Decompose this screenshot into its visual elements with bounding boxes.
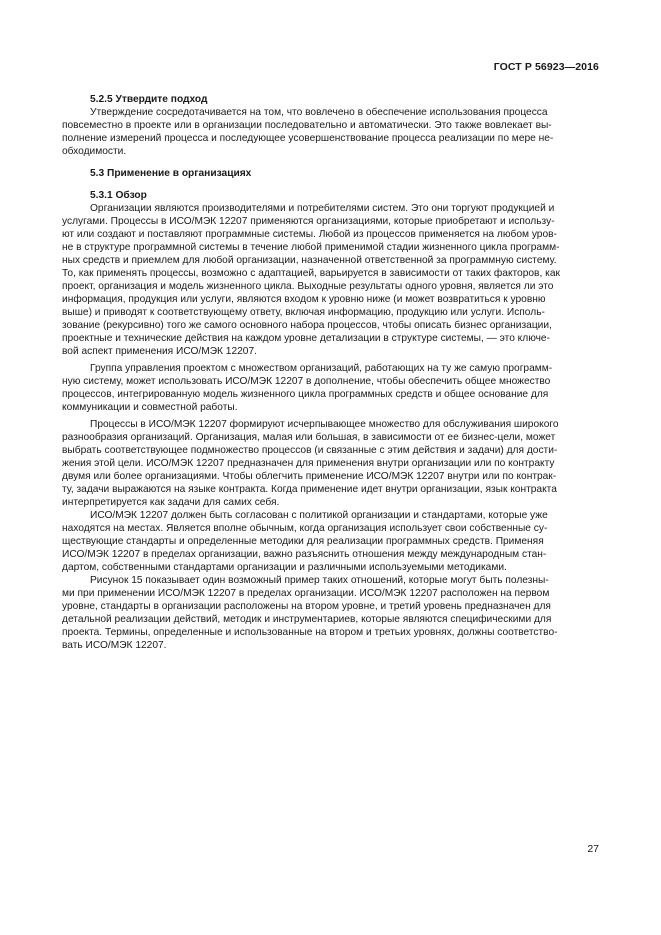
section-heading-5-2-5: 5.2.5 Утвердите подход xyxy=(90,94,208,105)
paragraph: Рисунок 15 показывает один возможный пример таких отношений, которые могут быть полезны- ми при применении ИСО/МЭК 12207 в пределах организации. ИСО/МЭК 12207 расположен на первом уровне, стандарты в организации расположены на втором уровне, и третий уровень предназначен для детальной реализации действий, методик и инструментариев, которые являются специфическими для проекта. Термины, определенные и использованные на втором и третьих уровнях, должны соответство- вать ИСО/МЭК 12207. xyxy=(62,575,558,651)
page-header-code: ГОСТ Р 56923—2016 xyxy=(493,61,599,73)
paragraph: Организации являются производителями и потребителями систем. Это они торгуют продукцией и услугами. Процессы в ИСО/МЭК 12207 применяются организациями, которые приобретают и использу- ют или создают и поставляют программные системы. Любой из процессов применяется на любом уров- не в структуре программной системы в течение любой применимой стадии жизненного цикла программ- ных средств и приемлем для любой организации, назначенной ответственной за программную систему. То, как применять процессы, возможно с адаптацией, варьируется в зависимости от таких факторов, как проект, организация и модель жизненного цикла. Выходные результаты одного уровня, является ли это информация, продукция или услуги, являются входом к уровню ниже (и может возвратиться к уровню выше) и приводят к соответствующему ответу, включая информацию, продукцию или услуги. Исполь- зование (рекурсивно) того же самого основного набора процессов, чтобы описать бизнес организации, проектные и технические действия на каждом уровне детализации в структуре системы, — это ключе- вой аспект применения ИСО/МЭК 12207. xyxy=(62,203,560,357)
paragraph: Процессы в ИСО/МЭК 12207 формируют исчерпывающее множество для обслуживания широкого разнообразия организаций. Организация, малая или большая, в зависимости от ее бизнес-цели, может выбрать соответствующее подмножество процессов (и связанные с этим действия и задачи) для дости- жения этой цели. ИСО/МЭК 12207 предназначен для применения внутри организации или по контракту двумя или более организациями. Чтобы облегчить применение ИСО/МЭК 12207 внутри или по контрак- ту, задачи выражаются на языке контракта. Когда применение идет внутри организации, язык контракта интерпретируется как задачи для самих себя. xyxy=(62,419,559,508)
page-number: 27 xyxy=(587,843,599,855)
section-heading-5-3-1: 5.3.1 Обзор xyxy=(90,190,147,201)
paragraph: Группа управления проектом с множеством организаций, работающих на ту же самую программ- ную систему, может использовать ИСО/МЭК 12207 в дополнение, чтобы обеспечить общее множество процессов, интегрированную модель жизненного цикла программных средств и общее основание для коммуникации и совместной работы. xyxy=(62,363,553,413)
paragraph: ИСО/МЭК 12207 должен быть согласован с политикой организации и стандартами, которые уже находятся на местах. Является вполне обычным, когда организация использует свои собственные су- ществующие стандарты и определенные методики для реализации программных средств. Применяя ИСО/МЭК 12207 в пределах организации, важно разъяснить отношения между международным стан- дартом, собственными стандартами организации и различными используемыми методиками. xyxy=(62,510,548,573)
document-body xyxy=(62,93,599,652)
section-heading-5-3: 5.3 Применение в организациях xyxy=(90,168,252,179)
paragraph: Утверждение сосредотачивается на том, что вовлечено в обеспечение использования процесса повсеместно в проекте или в организации последовательно и автоматически. Это также вовлекает вы- полнение измерений процесса и последующее усовершенствование процесса реализации по мере не- обходимости. xyxy=(62,107,554,157)
